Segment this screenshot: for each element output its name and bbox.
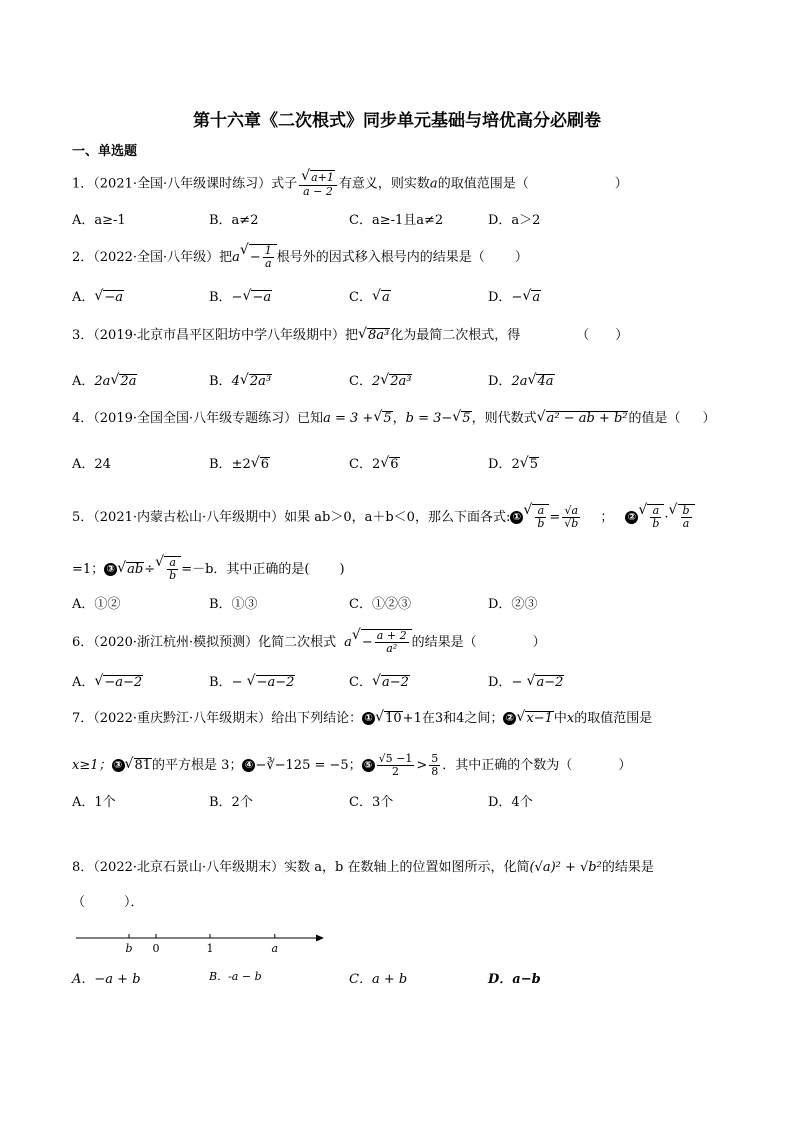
- q1-option-d[interactable]: D．a＞2: [488, 213, 541, 228]
- question-3: 3．（2019·北京市昌平区阳坊中学八年级期中）把√ 8a³化为最简二次根式，得 （ ）: [72, 328, 628, 344]
- q5-option-b[interactable]: B．①③: [209, 597, 258, 612]
- q6-option-d[interactable]: D．− √ a−2: [488, 671, 564, 690]
- q4-option-d[interactable]: D．2√ 5: [488, 453, 539, 472]
- q6-option-a[interactable]: A．√ −a−2: [72, 671, 143, 690]
- q8-option-d[interactable]: D．a−b: [488, 972, 541, 987]
- q3-option-a[interactable]: A．2a√ 2a: [72, 370, 137, 389]
- question-7: 7．（2022·重庆黔江·八年级期末）给出下列结论： ①√ 10+1在3和4之间； ②√ x−1中x的取值范围是: [72, 711, 652, 727]
- q3-radical: √ 8a³: [367, 328, 390, 343]
- q1-stem: 1．（2021·全国·八年级课时练习）式子: [72, 176, 298, 192]
- q4-radical: √ a² − ab + b²: [546, 411, 629, 426]
- q2-option-c[interactable]: C．√ a: [349, 286, 391, 305]
- q7-option-d[interactable]: D．4个: [488, 795, 533, 810]
- tick-label-1: 1: [206, 942, 214, 955]
- q1-option-b[interactable]: B．a≠2: [209, 213, 259, 228]
- q6-radical: √ − $\frac{a + 2}{\text{a²}}$: [361, 629, 412, 655]
- q5-option-a[interactable]: A．①②: [72, 597, 121, 612]
- circled-3: ③: [104, 563, 117, 576]
- question-5: 5．（2021·内蒙古松山·八年级期中）如果 ab＞0，a＋b＜0，那么下面各式: ① √ $\frac{a}{b}$ = $\frac{√a}{√b}$ ； ② √ $\frac{a}{b}$ · √ $\frac{b}{a}$: [72, 504, 695, 530]
- section-heading: 一、单选题: [72, 144, 138, 159]
- q3-option-c[interactable]: C．2√ 2a³: [349, 370, 412, 389]
- q1-fraction: √ $\frac{a+1}{a - 2}$: [299, 170, 337, 198]
- question-7-line-2: x≥1； ③√ 81的平方根是 3； ④ −∛−125 = −5； ⑤ $\frac{√5 -1}{2}$ > $\frac{5}{8}$ ．其中正确的个数为（ ）: [72, 753, 631, 778]
- q8-option-b[interactable]: B．-a − b: [209, 970, 262, 983]
- question-2: 2．（2022·全国·八年级）把a√ − $\frac{1}{a}$ 根号外的因式移入根号内的结果是（ ）: [72, 244, 528, 270]
- question-8-line-2: （ ）．: [72, 895, 144, 910]
- circled-2: ②: [625, 511, 638, 524]
- tick-label-0: 0: [152, 942, 160, 955]
- q2-option-b[interactable]: B．−√ −a: [209, 286, 272, 305]
- q6-option-c[interactable]: C．√ a−2: [349, 671, 410, 690]
- q2-option-a[interactable]: A．√ −a: [72, 286, 124, 305]
- q2-radical: √ − $\frac{1}{a}$: [249, 244, 277, 270]
- q8-option-a[interactable]: A．−a + b: [72, 972, 141, 987]
- tick-label-b: b: [125, 942, 133, 955]
- q1-option-c[interactable]: C．a≥-1且a≠2: [349, 213, 444, 228]
- question-1: 1．（2021·全国·八年级课时练习）式子 √ $\frac{a+1}{a - 2}$ 有意义，则实数a的取值范围是（ ）: [72, 170, 628, 198]
- q3-option-b[interactable]: B．4√ 2a³: [209, 370, 272, 389]
- axis-arrow: [316, 935, 324, 942]
- circled-1: ①: [510, 511, 523, 524]
- q8-option-c[interactable]: C．a + b: [349, 972, 408, 987]
- q4-option-b[interactable]: B．±2√ 6: [209, 453, 270, 472]
- q5-option-d[interactable]: D．②③: [488, 597, 538, 612]
- q1-option-a[interactable]: A．a≥-1: [72, 213, 126, 228]
- q7-option-a[interactable]: A．1个: [72, 795, 116, 810]
- tick-label-a: a: [271, 942, 279, 955]
- q6-option-b[interactable]: B．− √ −a−2: [209, 671, 295, 690]
- q7-option-c[interactable]: C．3个: [349, 795, 394, 810]
- q3-option-d[interactable]: D．2a√ 4a: [488, 370, 555, 389]
- question-5-line-2: =1； ③√ ab÷ √ $\frac{a}{b}$ =－b．其中正确的是( ): [72, 556, 345, 582]
- question-4: 4．（2019·全国全国·八年级专题练习）已知a = 3 +√ 5，b = 3−√ 5，则代数式√ a² − ab + b²的值是（ ）: [72, 411, 716, 427]
- q7-option-b[interactable]: B．2个: [209, 795, 253, 810]
- document-title: 第十六章《二次根式》同步单元基础与培优高分必刷卷: [193, 111, 601, 131]
- q4-option-c[interactable]: C．2√ 6: [349, 453, 400, 472]
- q8-expression: (√a)² + √b²: [529, 860, 602, 875]
- number-line: [76, 928, 326, 958]
- q4-option-a[interactable]: A．24: [72, 457, 111, 472]
- q2-option-d[interactable]: D．−√ a: [488, 286, 541, 305]
- q5-option-c[interactable]: C．①②③: [349, 597, 411, 612]
- question-6: 6．（2020·浙江杭州·模拟预测）化简二次根式 a√ − $\frac{a + 2}{\text{a²}}$ 的结果是（ ）: [72, 629, 546, 655]
- question-8: 8．（2022·北京石景山·八年级期末）实数 a，b 在数轴上的位置如图所示，化简(√a)² + √b²的结果是: [72, 860, 654, 875]
